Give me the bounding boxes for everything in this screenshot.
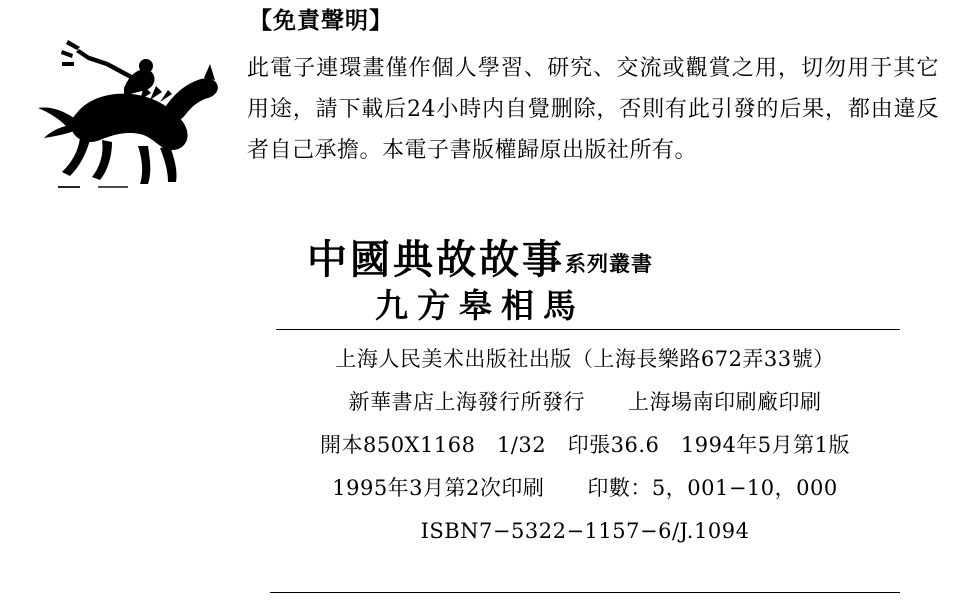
book-title: 九方皋相馬 [375, 286, 585, 325]
series-title: 中國典故故事 [307, 236, 565, 283]
disclaimer-body [247, 48, 939, 171]
imprint-isbn: ISBN7−5322−1157−6/J.1094 [420, 519, 750, 543]
horse-illustration [28, 36, 223, 191]
disclaimer-paragraph: 此電子連環畫僅作個人學習、研究、交流或觀賞之用，切勿用于其它用途，請下載后24小時内自覺删除，否則有此引發的后果，都由違反者自己承擔。本電子書版權歸原出版社所有。 [247, 56, 939, 163]
imprint-block [270, 338, 900, 553]
disclaimer-title: 【免責聲明】 [249, 7, 393, 34]
imprint-printing: 1995年3月第2次印刷 印數：5，001−10，000 [332, 476, 838, 500]
divider-bottom [270, 592, 900, 593]
divider-top [276, 329, 900, 330]
imprint-format: 開本850X1168 1/32 印張36.6 1994年5月第1版 [319, 433, 851, 457]
series-title-line [0, 228, 960, 285]
imprint-publisher: 上海人民美术出版社出版（上海長樂路672弄33號） [335, 347, 835, 371]
imprint-distributor: 新華書店上海發行所發行 上海場南印刷廠印刷 [348, 390, 822, 414]
series-subtitle: 系列叢書 [565, 251, 653, 276]
